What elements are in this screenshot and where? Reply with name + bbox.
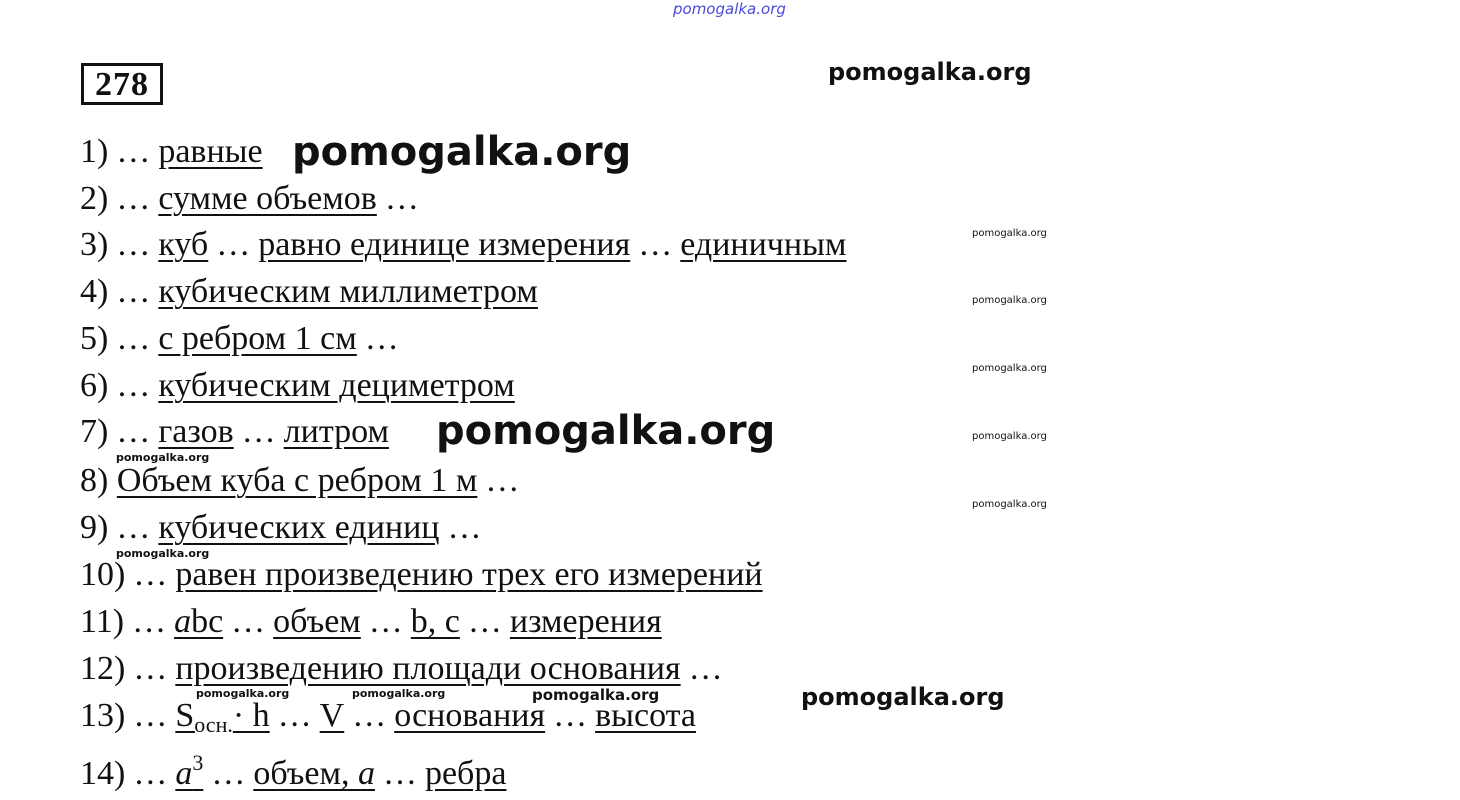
watermark-small: pomogalka.org — [972, 363, 1047, 374]
answer-blank: высота — [595, 697, 696, 734]
ellipsis: … — [116, 133, 151, 170]
watermark-large: pomogalka.org — [436, 408, 776, 454]
answer-line-2 — [80, 179, 427, 219]
ellipsis: … — [116, 509, 151, 546]
answer-blank — [175, 697, 270, 737]
answer-blank — [175, 750, 204, 792]
ellipsis: … — [116, 226, 151, 263]
answer-blank: кубических единиц — [158, 509, 440, 546]
watermark-large: pomogalka.org — [292, 129, 632, 175]
answer-blank: куб — [158, 226, 209, 263]
exponent: 3 — [192, 750, 204, 775]
watermark-small: pomogalka.org — [972, 228, 1047, 239]
ellipsis: … — [368, 603, 403, 640]
ellipsis: … — [116, 180, 151, 217]
line-number: 2) — [80, 180, 109, 217]
watermark-small: pomogalka.org — [972, 431, 1047, 442]
answer-line-14 — [80, 743, 506, 794]
answer-blank: газов — [158, 413, 234, 450]
answer-line-9 — [80, 508, 489, 548]
variable-a: a — [357, 755, 375, 792]
answer-line-5 — [80, 319, 407, 359]
answer-line-3 — [80, 225, 846, 265]
line-number: 9) — [80, 509, 109, 546]
answer-line-4 — [80, 272, 538, 312]
watermark-small: pomogalka.org — [972, 499, 1047, 510]
ellipsis: … — [467, 603, 502, 640]
line-number: 14) — [80, 755, 126, 792]
ellipsis: … — [485, 462, 520, 499]
answer-blank: литром — [283, 413, 389, 450]
watermark-small: pomogalka.org — [196, 687, 290, 700]
top-watermark: pomogalka.org — [673, 0, 786, 18]
variable-a: a — [174, 603, 192, 640]
ellipsis: … — [133, 697, 168, 734]
answer-blank: b, c — [410, 603, 460, 640]
ellipsis: … — [241, 413, 276, 450]
ellipsis: … — [211, 755, 246, 792]
answer-blank: ребра — [424, 755, 507, 792]
answer-blank: с ребром 1 см — [158, 320, 357, 357]
header-watermark: pomogalka.org — [828, 58, 1032, 86]
answer-line-6 — [80, 366, 515, 406]
answer-blank: Объем куба с ребром 1 м — [116, 462, 478, 499]
ellipsis: … — [116, 413, 151, 450]
answer-blank: кубическим миллиметром — [158, 273, 538, 310]
ellipsis: … — [688, 650, 723, 687]
answer-line-12 — [80, 649, 731, 689]
answer-blank: произведению площади основания — [175, 650, 681, 687]
answer-word: объем, — [253, 755, 350, 792]
line-number: 8) — [80, 462, 109, 499]
ellipsis: … — [133, 556, 168, 593]
answer-line-11 — [80, 602, 662, 642]
ellipsis: … — [638, 226, 673, 263]
line-number: 5) — [80, 320, 109, 357]
ellipsis: … — [116, 367, 151, 404]
ellipsis: … — [352, 697, 387, 734]
variable-a: a — [175, 755, 193, 792]
ellipsis: … — [216, 226, 251, 263]
answer-blank: основания — [394, 697, 546, 734]
area-symbol: S — [175, 697, 195, 734]
line-number: 10) — [80, 556, 126, 593]
watermark-small: pomogalka.org — [972, 295, 1047, 306]
answer-blank: измерения — [509, 603, 662, 640]
line-number: 11) — [80, 603, 125, 640]
line-number: 1) — [80, 133, 109, 170]
watermark-medium: pomogalka.org — [801, 683, 1005, 711]
ellipsis: … — [132, 603, 167, 640]
ellipsis: … — [384, 180, 419, 217]
task-number-box: 278 — [81, 63, 163, 105]
answer-blank: равен произведению трех его измерений — [175, 556, 763, 593]
answer-line-7 — [80, 412, 389, 452]
ellipsis: … — [364, 320, 399, 357]
variables-bc: bc — [191, 603, 224, 640]
line-number: 13) — [80, 697, 126, 734]
watermark-small: pomogalka.org — [352, 687, 446, 700]
answer-blank: сумме объемов — [158, 180, 377, 217]
answer-blank: равные — [158, 133, 263, 170]
answer-blank: объем — [273, 603, 361, 640]
ellipsis: … — [133, 755, 168, 792]
times-h: · h — [232, 697, 270, 734]
answer-blank — [174, 603, 223, 640]
ellipsis: … — [116, 273, 151, 310]
ellipsis: … — [231, 603, 266, 640]
line-number: 3) — [80, 226, 109, 263]
answer-blank: единичным — [680, 226, 847, 263]
answer-blank — [253, 755, 375, 792]
ellipsis: … — [116, 320, 151, 357]
ellipsis: … — [382, 755, 417, 792]
line-number: 12) — [80, 650, 126, 687]
line-number: 4) — [80, 273, 109, 310]
base-subscript: осн. — [194, 712, 233, 737]
answer-blank: равно единице измерения — [258, 226, 631, 263]
answer-line-1 — [80, 132, 263, 172]
answer-line-10 — [80, 555, 763, 595]
watermark-small: pomogalka.org — [532, 686, 660, 704]
ellipsis: … — [277, 697, 312, 734]
watermark-small: pomogalka.org — [116, 451, 210, 464]
answer-blank: V — [319, 697, 345, 734]
answer-line-8 — [80, 461, 527, 501]
ellipsis: … — [553, 697, 588, 734]
line-number: 7) — [80, 413, 109, 450]
watermark-small: pomogalka.org — [116, 547, 210, 560]
ellipsis: … — [447, 509, 482, 546]
line-number: 6) — [80, 367, 109, 404]
ellipsis: … — [133, 650, 168, 687]
answer-blank: кубическим дециметром — [158, 367, 515, 404]
